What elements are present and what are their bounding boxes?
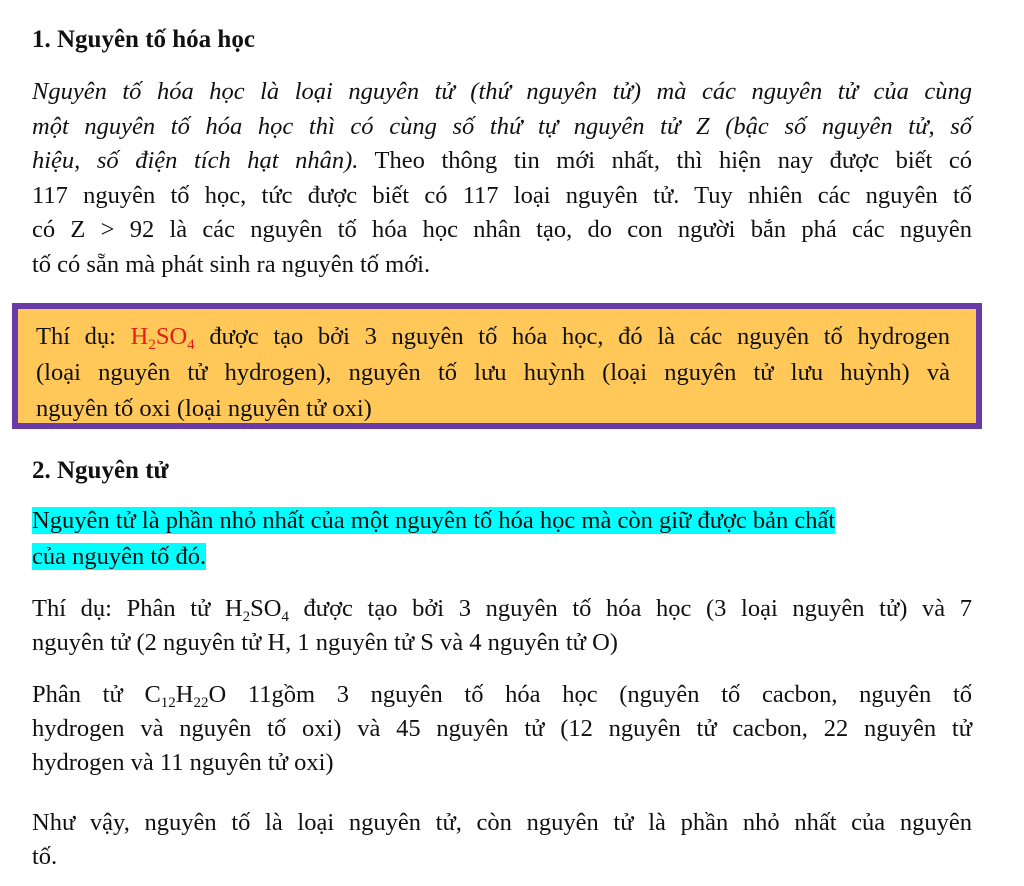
example-line: nguyên tố oxi (loại nguyên tử oxi)	[36, 395, 372, 422]
formula-h2so4: $H_2SO_4$	[130, 323, 195, 353]
section-1-heading: 1. Nguyên tố hóa học	[32, 26, 255, 53]
para-text: Theo thông tin mới nhất, thì hiện nay được biết có	[358, 147, 972, 174]
example-box-text	[36, 319, 950, 427]
example-line: (loại nguyên tử hydrogen), nguyên tố lưu huỳnh (loại nguyên tử lưu huỳnh) và	[36, 359, 950, 386]
highlighted-text: của nguyên tố đó.	[32, 543, 207, 570]
para-line: tố.	[32, 843, 58, 870]
para-line: hydrogen và 11 nguyên tử oxi)	[32, 749, 334, 776]
example-line	[36, 319, 950, 355]
para-line	[32, 144, 972, 179]
example-box	[12, 303, 982, 429]
conclusion-paragraph	[32, 806, 972, 874]
para-line: một nguyên tố hóa học thì có cùng số thứ tự nguyên tử Z (bậc số nguyên tử, số	[32, 112, 972, 140]
example-prefix: Thí dụ:	[36, 323, 131, 350]
para-line: Nguyên tố hóa học là loại nguyên tử (thứ nguyên tử) mà các nguyên tử của cùng	[32, 78, 972, 105]
section-2-heading: 2. Nguyên tử	[32, 457, 169, 484]
example-1-paragraph	[32, 592, 972, 660]
para-line: nguyên tử (2 nguyên tử H, 1 nguyên tử S và 4 nguyên tử O)	[32, 629, 618, 656]
example-2-paragraph	[32, 678, 972, 780]
section-1-paragraph	[32, 75, 972, 282]
atom-definition	[32, 503, 966, 575]
para-line: Phân tử $C_{12}H_{22}O$ 11gồm 3 nguyên tố hóa học (nguyên tố cacbon, nguyên tố	[32, 681, 972, 711]
para-line: có Z > 92 là các nguyên tố hóa học nhân tạo, do con người bắn phá các nguyên	[32, 216, 972, 243]
para-line: tố có sẵn mà phát sinh ra nguyên tố mới.	[32, 250, 431, 278]
para-line: hydrogen và nguyên tố oxi) và 45 nguyên tử (12 nguyên tử cacbon, 22 nguyên tử	[32, 715, 972, 742]
para-line: Như vậy, nguyên tố là loại nguyên tử, còn nguyên tử là phần nhỏ nhất của nguyên	[32, 809, 972, 836]
para-line: Thí dụ: Phân tử $H_2SO_4$ được tạo bởi 3 nguyên tố hóa học (3 loại nguyên tử) và 7	[32, 595, 973, 625]
para-line: 117 nguyên tố học, tức được biết có 117 loại nguyên tử. Tuy nhiên các nguyên tố	[32, 181, 972, 209]
example-text: được tạo bởi 3 nguyên tố hóa học, đó là các nguyên tố hydrogen	[194, 323, 950, 350]
para-italic-text: hiệu, số điện tích hạt nhân).	[32, 147, 359, 174]
highlighted-text: Nguyên tử là phần nhỏ nhất của một nguyên tố hóa học mà còn giữ được bản chất	[32, 507, 836, 534]
